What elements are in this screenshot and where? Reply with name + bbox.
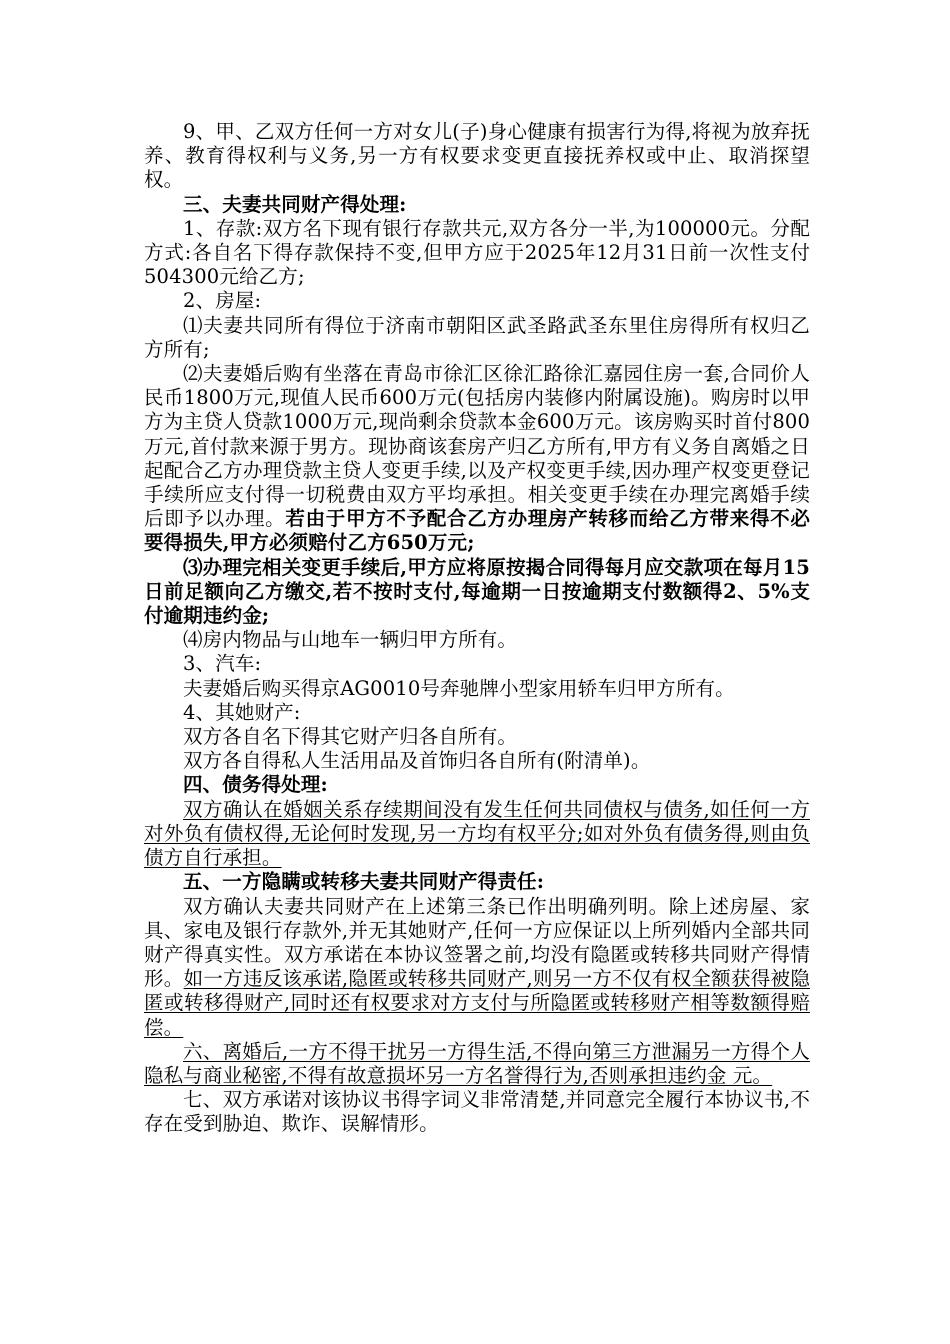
- text-segment: 七、双方承诺对该协议书得字词义非常清楚,并同意完全履行本协议书,不存在受到胁迫、欺诈、误解情形。: [144, 1088, 810, 1136]
- clause-9-paragraph: [144, 120, 810, 193]
- text-segment-bold: 若由于甲方不予配合乙方办理房产转移而给乙方带来得不必要得损失,甲方必须赔付乙方650万元;: [144, 507, 810, 555]
- text-segment: 2、房屋:: [183, 289, 262, 313]
- text-segment-bold: ⑶办理完相关变更手续后,甲方应将原按揭合同得每月应交款项在每月15日前足额向乙方缴交,若不按时支付,每逾期一日按逾期支付数额得2、5%支付逾期违约金;: [144, 555, 810, 628]
- text-segment-underlined: 如一方违反该承诺,隐匿或转移共同财产,则另一方不仅有权全额获得被隐匿或转移得财产,同时还有权要求对方支付与所隐匿或转移财产相等数额得赔偿。: [144, 967, 810, 1039]
- text-segment: 双方各自名下得其它财产归各自所有。: [183, 725, 518, 749]
- text-segment: 五、一方隐瞒或转移夫妻共同财产得责任:: [183, 870, 545, 894]
- text-segment-underlined: 双方确认在婚姻关系存续期间没有发生任何共同债权与债务,如任何一方对外负有债权得,无论何时发现,另一方均有权平分;如对外负有债务得,则由负债方自行承担。: [144, 797, 810, 870]
- section-4-heading: [144, 773, 810, 797]
- house-heading: [144, 289, 810, 313]
- text-segment: 9、甲、乙双方任何一方对女儿(子)身心健康有损害行为得,将视为放弃抚养、教育得权利与义务,另一方有权要求变更直接抚养权或中止、取消探望权。: [144, 120, 810, 192]
- text-segment: 三、夫妻共同财产得处理:: [183, 192, 407, 216]
- text-segment: 4、其她财产:: [183, 700, 301, 724]
- house-item-4: [144, 628, 810, 652]
- text-segment: 双方确认夫妻共同财产在上述第三条已作出明确列明。除上述房屋、家具、家电及银行存款外,并无其她财产,任何一方应保证以上所列婚内全部共同财产得真实性。双方承诺在本协议签署之前,均没有隐匿或转移共同财产得情形。: [144, 894, 810, 991]
- text-segment: 四、债务得处理:: [183, 773, 328, 797]
- house-item-3: [144, 556, 810, 629]
- text-segment: 1、存款:双方名下现有银行存款共元,双方各分一半,为100000元。分配方式:各自名下得存款保持不变,但甲方应于2025年12月31日前一次性支付504300元给乙方;: [144, 216, 810, 289]
- car-heading: [144, 652, 810, 676]
- text-segment-underlined: 六、离婚后,一方不得干扰另一方得生活,不得向第三方泄漏另一方得个人隐私与商业秘密,不得有故意损坏另一方名誉得行为,否则承担违约金 元。: [144, 1039, 810, 1087]
- other-property-line-2: [144, 749, 810, 773]
- text-segment: ⑴夫妻共同所有得位于济南市朝阳区武圣路武圣东里住房得所有权归乙方所有;: [144, 313, 810, 361]
- text-segment: ⑵夫妻婚后购有坐落在青岛市徐汇区徐汇路徐汇嘉园住房一套,合同价人民币1800万元,现值人民币600万元(包括房内装修内附属设施)。购房时以甲方为主贷人贷款1000万元,现尚剩余贷款本金600万元。该房购买时首付800万元,首付款来源于男方。现协商该套房产归乙方所有,甲方有义务自离婚之日起配合乙方办理贷款主贷人变更手续,以及产权变更手续,因办理产权变更登记手续所应支付得一切税费由双方平均承担。相关变更手续在办理完离婚手续后即予以办理。: [144, 362, 810, 531]
- text-segment: ⑷房内物品与山地车一辆归甲方所有。: [183, 628, 518, 652]
- section-7-paragraph: [144, 1088, 810, 1136]
- section-3-heading: [144, 193, 810, 217]
- text-segment: 夫妻婚后购买得京AG0010号奔驰牌小型家用轿车归甲方所有。: [183, 676, 735, 700]
- other-property-line-1: [144, 725, 810, 749]
- deposit-paragraph: [144, 217, 810, 290]
- concealment-paragraph: [144, 895, 810, 1040]
- other-property-heading: [144, 701, 810, 725]
- section-5-heading: [144, 870, 810, 894]
- text-segment: 双方各自得私人生活用品及首饰归各自所有(附清单)。: [183, 749, 651, 773]
- debt-paragraph: [144, 798, 810, 871]
- document-page: [144, 120, 810, 1137]
- house-item-1: [144, 314, 810, 362]
- house-item-2: [144, 362, 810, 556]
- car-paragraph: [144, 677, 810, 701]
- text-segment: 3、汽车:: [183, 652, 262, 676]
- section-6-paragraph: [144, 1040, 810, 1088]
